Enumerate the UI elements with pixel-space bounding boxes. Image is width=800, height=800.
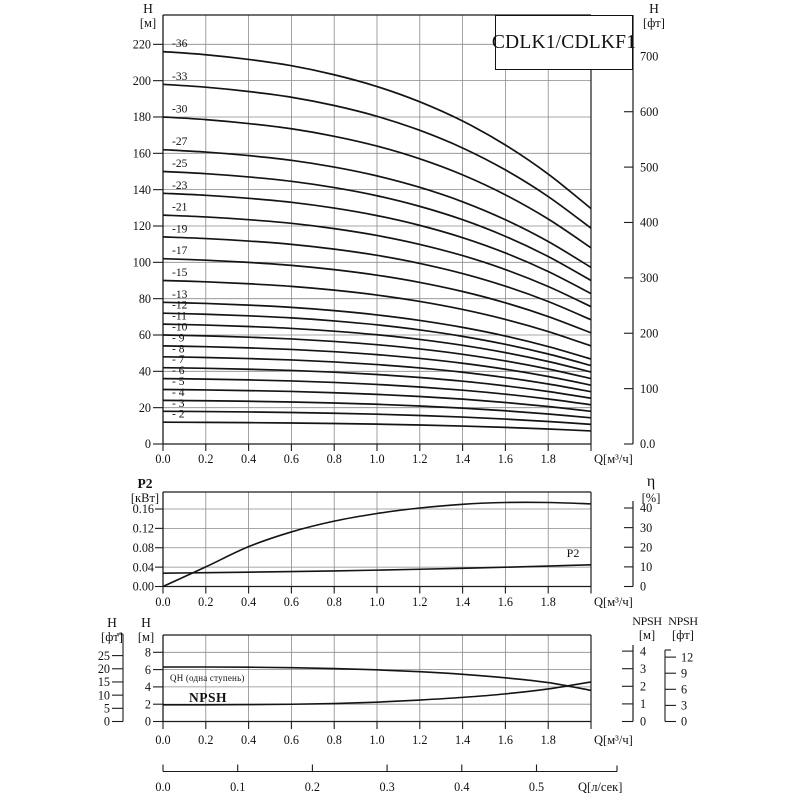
tick-label: 0.6 (283, 452, 300, 466)
tick-label: 200 (640, 326, 659, 341)
bottom-chart-axes (98, 634, 693, 747)
axis-symbol: H (143, 1, 153, 16)
axis-header-h-m-top (132, 1, 164, 30)
tick-label: 0.2 (198, 595, 214, 609)
stage-curve-label: -11 (172, 310, 187, 323)
tick-label: 140 (132, 182, 151, 197)
tick-label: 0.2 (198, 452, 214, 466)
tick-label: 1.4 (454, 595, 471, 609)
axis-symbol: P2 (137, 476, 153, 491)
axis-header-eta (634, 473, 668, 505)
tick-label: 4 (144, 680, 151, 695)
axis-header-npsh-ft (657, 615, 709, 642)
tick-label: 0.3 (379, 780, 395, 794)
tick-label: 300 (640, 271, 659, 286)
axis-symbol: NPSH (668, 614, 698, 628)
tick-label: 20 (640, 540, 653, 555)
tick-label: 0.0 (640, 437, 656, 452)
tick-label: 0.4 (454, 780, 470, 794)
tick-label: 0.8 (326, 452, 342, 466)
tick-label: 1.0 (369, 595, 385, 609)
tick-label: 120 (132, 219, 151, 234)
tick-label: 0 (681, 714, 688, 729)
tick-label: 12 (681, 650, 694, 665)
stage-curve-label: -36 (172, 38, 188, 51)
tick-label: 80 (138, 291, 151, 306)
tick-label: 1.0 (369, 733, 385, 747)
tick-label: 1.8 (540, 452, 556, 466)
chart-title-box (491, 15, 637, 70)
tick-label: 0.1 (230, 780, 246, 794)
stage-curve-label: -33 (172, 70, 188, 83)
stage-curve-label: - 3 (172, 397, 185, 410)
stage-curve-label: -12 (172, 299, 188, 312)
tick-label: 1.4 (454, 733, 471, 747)
stage-curve-label: - 6 (172, 365, 185, 378)
tick-label: 0.0 (155, 733, 171, 747)
tick-label: 0.0 (155, 595, 171, 609)
axis-unit: [м] (139, 16, 157, 31)
tick-label: 100 (132, 255, 151, 270)
tick-label: 0.0 (155, 780, 171, 794)
tick-label: 60 (138, 328, 151, 343)
tick-label: 2 (640, 679, 647, 694)
tick-label: 30 (640, 520, 653, 535)
tick-label: 1.2 (412, 595, 428, 609)
stage-curve-label: -13 (172, 288, 188, 301)
stage-curve-label: - 7 (172, 354, 185, 367)
tick-label: 1.8 (540, 733, 556, 747)
tick-label: 0 (144, 437, 151, 452)
tick-label: 0.4 (240, 452, 257, 466)
tick-label: 15 (97, 675, 110, 690)
tick-label: 600 (640, 104, 659, 119)
stage-curve-label: -21 (172, 201, 188, 214)
tick-label: 0.6 (283, 595, 300, 609)
tick-label: 0 (640, 579, 647, 594)
tick-label: 8 (144, 645, 151, 660)
stage-curve-label: -10 (172, 321, 188, 334)
stage-curve-label: -27 (172, 136, 188, 149)
tick-label: 9 (681, 666, 688, 681)
axis-unit: [%] (641, 490, 661, 505)
axis-symbol: H (649, 1, 659, 16)
axis-header-h-ft-bottom (94, 615, 130, 644)
tick-label: 0.4 (240, 595, 257, 609)
stage-curve-label: -15 (172, 266, 188, 279)
axis-unit: [кВт] (130, 491, 160, 506)
tick-label: 0.04 (132, 560, 154, 575)
tick-label: 1.8 (540, 595, 556, 609)
axis-symbol: NPSH (632, 614, 662, 628)
tick-label: 220 (132, 37, 151, 52)
stage-curve-label: -23 (172, 179, 188, 192)
tick-label: 25 (97, 648, 110, 663)
tick-label: 5 (103, 701, 110, 716)
axis-unit: [фт] (643, 16, 665, 31)
tick-label: 4 (640, 644, 647, 659)
tick-label: 180 (132, 110, 151, 125)
axis-header-p2 (126, 476, 164, 505)
tick-label: 10 (97, 688, 110, 703)
stage-curve-label: - 4 (172, 386, 185, 399)
tick-label: 500 (640, 160, 659, 175)
stage-curve-label: - 8 (172, 343, 185, 356)
tick-label: 0.12 (132, 521, 154, 536)
tick-label: 0 (640, 714, 647, 729)
stage-curve-label: - 9 (172, 332, 185, 345)
tick-label: 3 (681, 698, 688, 713)
stage-curve-label: - 2 (172, 408, 185, 421)
x-axis-unit-lps: Q[л/сек] (578, 780, 623, 794)
stage-curve-label: -30 (172, 103, 188, 116)
axis-unit: [м] (137, 630, 155, 645)
tick-label: 160 (132, 146, 151, 161)
x-axis-unit-top: Q[м³/ч] (594, 452, 633, 466)
stage-curve-label: -17 (172, 245, 188, 258)
axis-header-h-m-bottom (130, 615, 162, 644)
tick-label: 40 (138, 364, 151, 379)
tick-label: 1.6 (497, 595, 514, 609)
tick-label: 0.6 (283, 733, 300, 747)
tick-label: 6 (681, 682, 688, 697)
axis-symbol: η (646, 473, 656, 490)
tick-label: 0 (103, 714, 110, 729)
chart-title: CDLK1/CDLKF1 (491, 31, 637, 53)
x-axis-unit-bottom: Q[м³/ч] (594, 733, 633, 747)
tick-label: 6 (144, 662, 151, 677)
stage-curve-label: - 5 (172, 375, 185, 388)
curve-label-npsh: NPSH (189, 690, 228, 705)
tick-label: 0.2 (198, 733, 214, 747)
stage-curve-label: -19 (172, 223, 188, 236)
axis-unit: [м] (638, 628, 656, 643)
tick-label: 1.6 (497, 733, 514, 747)
tick-label: 0.5 (528, 780, 545, 794)
tick-label: 40 (640, 501, 653, 516)
curve-label-p2: P2 (566, 546, 580, 560)
tick-label: 0.8 (326, 595, 342, 609)
tick-label: 10 (640, 560, 653, 575)
tick-label: 0.4 (240, 733, 257, 747)
tick-label: 0.0 (155, 452, 171, 466)
tick-label: 400 (640, 215, 659, 230)
curve-label-qh-single-stage: QH (одна ступень) (170, 673, 245, 683)
x-axis-unit-middle: Q[м³/ч] (594, 595, 633, 609)
tick-label: 20 (138, 400, 151, 415)
axis-unit: [фт] (101, 630, 123, 645)
tick-label: 0.00 (132, 579, 154, 594)
tick-label: 3 (640, 661, 647, 676)
lps-axis (155, 765, 617, 795)
tick-label: 1.4 (454, 452, 471, 466)
axis-unit: [фт] (672, 628, 694, 643)
tick-label: 100 (640, 381, 659, 396)
tick-label: 2 (144, 697, 151, 712)
axis-symbol: H (107, 615, 117, 630)
axis-header-h-ft-top (636, 1, 672, 30)
axis-symbol: H (141, 615, 151, 630)
tick-label: 0.08 (132, 540, 154, 555)
stage-curve-label: -25 (172, 157, 188, 170)
tick-label: 1.2 (412, 733, 428, 747)
tick-label: 200 (132, 73, 151, 88)
tick-label: 1.0 (369, 452, 385, 466)
tick-label: 1.6 (497, 452, 514, 466)
tick-label: 0.8 (326, 733, 342, 747)
tick-label: 0.2 (304, 780, 321, 794)
tick-label: 0.16 (132, 502, 154, 517)
tick-label: 700 (640, 49, 659, 64)
tick-label: 0 (144, 714, 151, 729)
tick-label: 1 (640, 697, 647, 712)
tick-label: 1.2 (412, 452, 428, 466)
tick-label: 20 (97, 661, 110, 676)
